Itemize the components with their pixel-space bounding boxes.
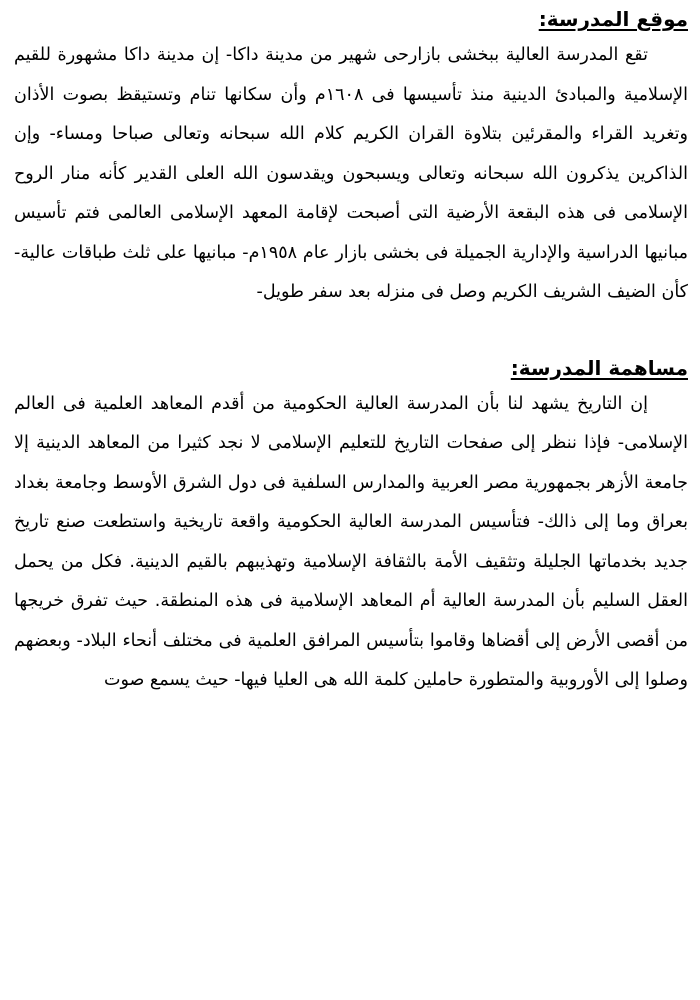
paragraph-contribution: إن التاريخ يشهد لنا بأن المدرسة العالية الحكومية من أقدم المعاهد العلمية فى العالم الإسلامى- فإذا ننظر إلى صفحات التاريخ للتعليم الإسلامى لا نجد كثيرا من المعاهد الدينية إلا جامعة الأزهر بجمهورية مصر العربية والمدارس السلفية فى دول الشرق الأوسط وجامعة بغداد بعراق وما إلى ذالك- فتأسيس المدرسة العالية الحكومية واقعة تاريخية واستطعت صنع تاريخ جديد بخدماتها الجليلة وتثقيف الأمة بالثقافة الإسلامية وتهذيبهم بالقيم الدينية. فكل من يحمل العقل السليم بأن المدرسة العالية أم المعاهد الإسلامية فى هذه المنطقة. حيث تفرق خريجها من أقصى الأرض إلى أقضاها وقاموا بتأسيس المرافق العلمية فى مختلف أنحاء البلاد- وبعضهم وصلوا إلى الأوروبية والمتطورة حاملين كلمة الله هى العليا فيها- حيث يسمع صوت <box>14 393 688 690</box>
heading-row <box>14 353 688 385</box>
heading-row <box>14 4 688 36</box>
section-school-contribution <box>14 353 688 701</box>
paragraph-location: تقع المدرسة العالية ببخشى بازارحى شهير من مدينة داكا- إن مدينة داكا مشهورة للقيم الإسلامية والمبادئ الدينية منذ تأسيسها فى ١٦٠٨م وأن سكانها تنام وتستيقظ بصوت الأذان وتغريد القراء والمقرئين بتلاوة القران الكريم كلام الله سبحانه وتعالى صباحا ومساء- وإن الذاكرين يذكرون الله سبحانه وتعالى ويسبحون ويقدسون الله العلى القدير كأنه منار الروح الإسلامى فى هذه البقعة الأرضية التى أصبحت لإقامة المعهد الإسلامى العالمى فتم تأسيس مبانيها الدراسية والإدارية الجميلة فى بخشى بازار عام ١٩٥٨م- مبانيها على ثلث طباقات عالية- كأن الضيف الشريف الكريم وصل فى منزله بعد سفر طويل- <box>14 45 689 302</box>
section-heading-location: موقع المدرسة: <box>538 7 688 31</box>
section-school-location <box>14 4 688 313</box>
section-heading-contribution: مساهمة المدرسة: <box>510 355 688 380</box>
